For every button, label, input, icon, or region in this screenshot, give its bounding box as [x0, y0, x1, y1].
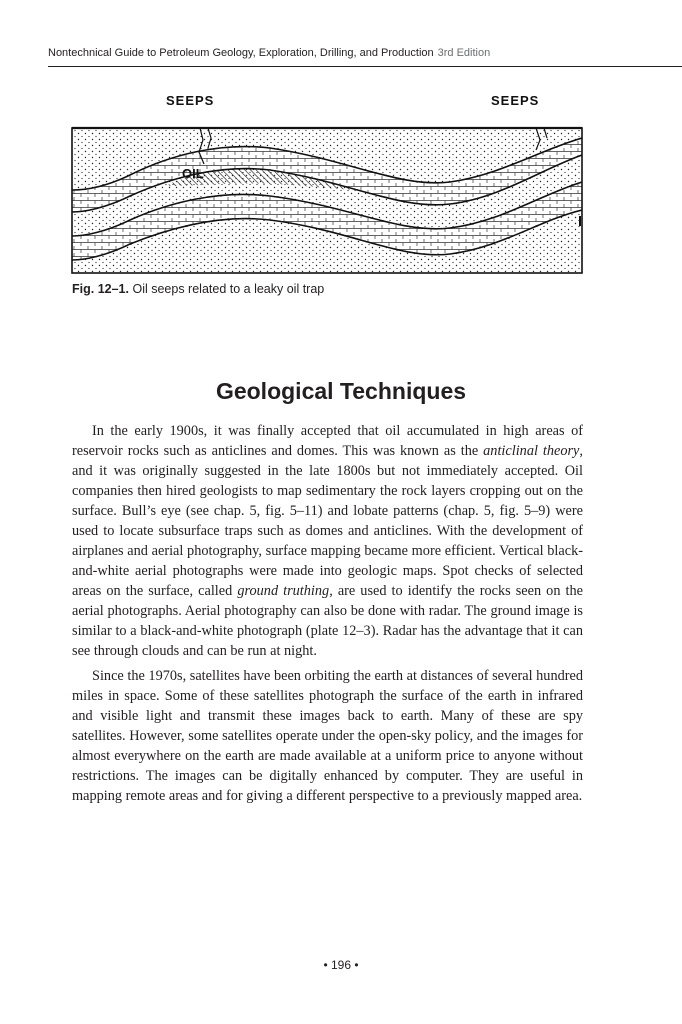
- paragraph-1-part-b: , and it was originally suggested in the late 1800s but not immediately accepted. Oil companies then hired geologists to map sedimentary the rock layers cropping out on the surface. Bull’s eye (see chap. 5, fig. 5–11) and lobate patterns (chap. 5, fig. 5–9) were used to locate subsurface traps such as domes and anticlines. With the development of airplanes and aerial photography, surface mapping became more efficient. Vertical black-and-white aerial photographs were made into geologic maps. Spot checks of selected areas on the surface, called: [72, 443, 583, 599]
- section-title: Geological Techniques: [215, 378, 467, 404]
- running-head: [48, 47, 682, 59]
- caption-text: Oil seeps related to a leaky oil trap: [132, 282, 325, 296]
- edition: 3rd Edition: [437, 47, 491, 59]
- term-ground-truthing: ground truthing: [237, 583, 330, 599]
- figure-caption: [72, 282, 324, 296]
- term-anticlinal-theory: anticlinal theory: [483, 443, 580, 459]
- paragraph-2: Since the 1970s, satellites have been orbiting the earth at distances of several hundred miles in space. Some of these satellites photograph the surface of the earth in infrared and visible light and transmit these images back to earth. Many of these are spy satellites. However, some satellites operate under the open-sky policy, and the images for almost everywhere on the earth are made available at a uniform price to anyone without restrictions. The images can be digitally enhanced by computer. They are useful in mapping remote areas and for giving a different perspective to a previously mapped area.: [72, 668, 583, 804]
- page-number: • 196 •: [323, 958, 359, 972]
- paragraph-1: [72, 421, 583, 661]
- leaky-oil-trap-diagram: [70, 120, 590, 275]
- header-rule: [48, 66, 682, 67]
- seeps-label-right: SEEPS: [491, 93, 540, 108]
- oil-label: OIL: [182, 166, 204, 181]
- paragraph-1-part-a: In the early 1900s, it was finally accepted that oil accumulated in high areas of reservoir rocks such as anticlines and domes. This was known as the: [72, 423, 583, 459]
- book-title: Nontechnical Guide to Petroleum Geology, Exploration, Drilling, and Production: [48, 47, 434, 59]
- caption-number: Fig. 12–1.: [72, 282, 129, 296]
- rock-layers: [72, 128, 582, 275]
- seeps-label-left: SEEPS: [166, 93, 215, 108]
- body-text: [72, 421, 583, 811]
- paragraph-1-part-c: , are used to identify the rocks seen on the aerial photographs. Aerial photography can also be done with radar. The ground image is similar to a black-and-white photograph (plate 12–3). Radar has the advantage that it can see through clouds and can be run at night.: [72, 583, 583, 659]
